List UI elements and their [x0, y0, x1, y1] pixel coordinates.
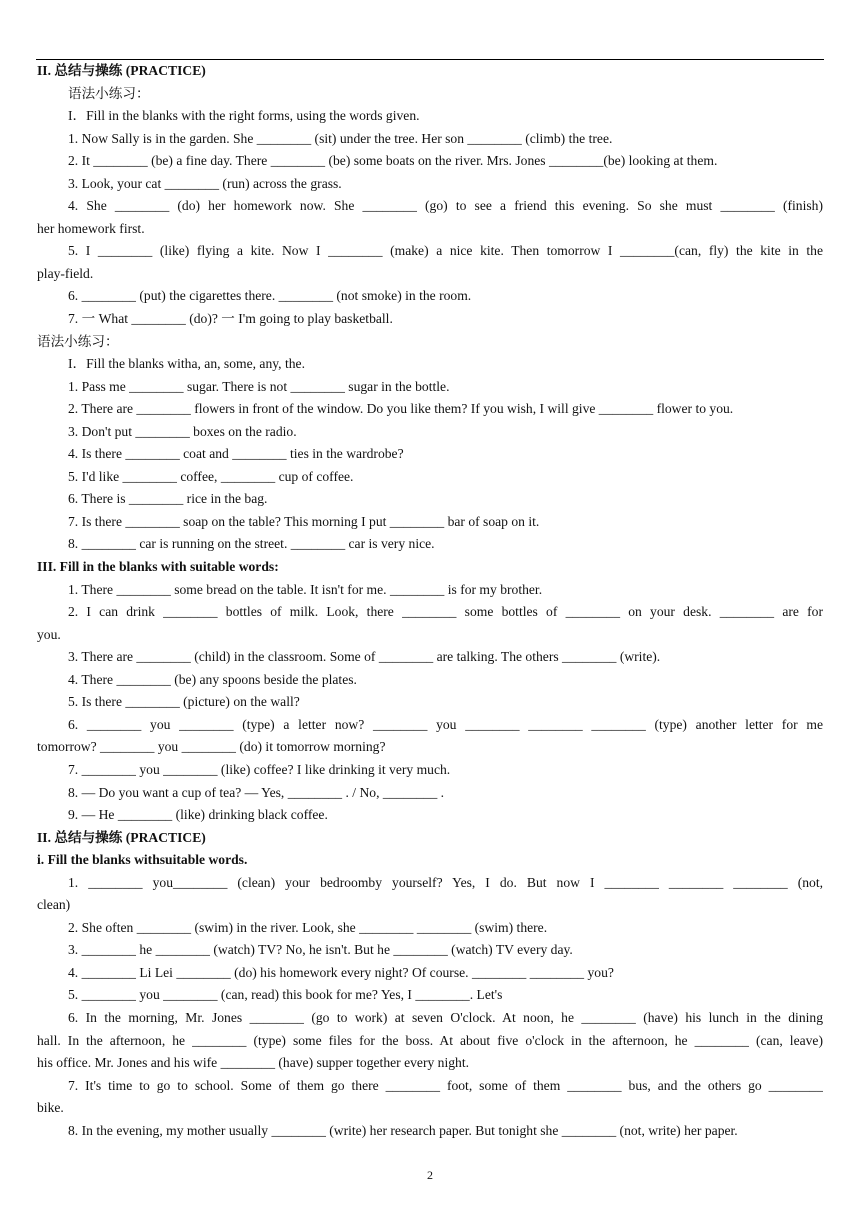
text-line: 1. Pass me ________ sugar. There is not ________ sugar in the bottle.	[68, 378, 450, 394]
text-line: 3. ________ he ________ (watch) TV? No, he isn't. But he ________ (watch) TV every day.	[68, 942, 573, 958]
text-line: I．Fill the blanks witha, an, some, any, the.	[68, 356, 305, 372]
text-line: 8. — Do you want a cup of tea? — Yes, ________ . / No, ________ .	[68, 784, 445, 800]
page-number: 2	[427, 1168, 433, 1182]
text-line: 4. There ________ (be) any spoons beside the plates.	[68, 671, 357, 687]
text-line: 3. Don't put ________ boxes on the radio.	[68, 423, 297, 439]
text-line: 4. ________ Li Lei ________ (do) his homework every night? Of course. ________ ________ you?	[68, 964, 614, 980]
text-line: 6. ________ you ________ (type) a letter now? ________ you ________ ________ ________ (type) another letter for me	[68, 716, 823, 732]
text-line: 1. Now Sally is in the garden. She ________ (sit) under the tree. Her son ________ (climb) the tree.	[68, 130, 613, 146]
text-line: her homework first.	[37, 220, 145, 236]
text-line: 7. ________ you ________ (like) coffee? I like drinking it very much.	[68, 761, 451, 777]
section-heading: II. 总结与操练 (PRACTICE)	[37, 63, 206, 78]
text-line: 4. She ________ (do) her homework now. She ________ (go) to see a friend this evening. So she must ________ (finish)	[68, 198, 823, 214]
text-line: 7. 一 What ________ (do)? 一 I'm going to play basketball.	[68, 311, 393, 327]
text-line: 6. There is ________ rice in the bag.	[68, 491, 268, 507]
text-line: 6. ________ (put) the cigarettes there. ________ (not smoke) in the room.	[68, 288, 472, 304]
text-line: hall. In the afternoon, he ________ (type) some files for the boss. At about five o'clock in the afternoon, he ________ (can, leave)	[37, 1032, 823, 1048]
text-line: 7. Is there ________ soap on the table? This morning I put ________ bar of soap on it.	[68, 513, 540, 529]
text-line: 8. In the evening, my mother usually ________ (write) her research paper. But tonight she ________ (not, write) her paper.	[68, 1122, 738, 1138]
text-line: 5. I'd like ________ coffee, ________ cup of coffee.	[68, 468, 354, 484]
text-line: play-field.	[37, 265, 94, 281]
section-heading: II. 总结与操练 (PRACTICE)	[37, 829, 206, 845]
text-line: 4. Is there ________ coat and ________ ties in the wardrobe?	[68, 446, 404, 462]
text-line: 语法小练习：	[68, 85, 150, 101]
text-line: 6. In the morning, Mr. Jones ________ (go to work) at seven O'clock. At noon, he ________ (have) his lunch in the dining	[68, 1009, 823, 1025]
text-line: 2. There are ________ flowers in front of the window. Do you like them? If you wish, I will give ________ flower to you.	[68, 401, 734, 417]
text-line: 1. There ________ some bread on the table. It isn't for me. ________ is for my brother.	[68, 581, 543, 597]
text-line: you.	[37, 626, 61, 642]
text-line: 2. She often ________ (swim) in the river. Look, she ________ ________ (swim) there.	[68, 919, 548, 935]
text-line: 8. ________ car is running on the street. ________ car is very nice.	[68, 536, 435, 552]
text-line: clean)	[37, 897, 71, 913]
document-body	[37, 60, 823, 1142]
text-line: I．Fill in the blanks with the right forms, using the words given.	[68, 108, 420, 124]
text-line: 3. There are ________ (child) in the classroom. Some of ________ are talking. The others ________ (write).	[68, 649, 661, 665]
text-line: 1. ________ you________ (clean) your bedroomby yourself? Yes, I do. But now I ________ ________ ________ (not,	[68, 874, 823, 890]
text-line: 5. ________ you ________ (can, read) this book for me? Yes, I ________. Let's	[68, 987, 503, 1003]
text-line: 2. It ________ (be) a fine day. There ________ (be) some boats on the river. Mrs. Jones ________(be) looking at them.	[68, 153, 718, 169]
text-line: bike.	[37, 1100, 64, 1116]
text-line: 3. Look, your cat ________ (run) across the grass.	[68, 175, 342, 191]
section-heading: III. Fill in the blanks with suitable words:	[37, 559, 279, 575]
text-line: 9. — He ________ (like) drinking black coffee.	[68, 807, 328, 823]
text-line: 5. Is there ________ (picture) on the wall?	[68, 694, 300, 710]
text-line: his office. Mr. Jones and his wife ________ (have) supper together every night.	[37, 1055, 470, 1071]
text-line: tomorrow? ________ you ________ (do) it tomorrow morning?	[37, 739, 386, 755]
section-heading: i. Fill the blanks withsuitable words.	[37, 852, 248, 868]
text-line: 2. I can drink ________ bottles of milk. Look, there ________ some bottles of ________ on your desk. ________ are for	[68, 604, 823, 620]
text-line: 语法小练习：	[37, 333, 119, 349]
text-line: 7. It's time to go to school. Some of them go there ________ foot, some of them ________ bus, and the others go ________	[68, 1077, 823, 1093]
text-line: 5. I ________ (like) flying a kite. Now I ________ (make) a nice kite. Then tomorrow I ________(can, fly) the kite in the	[68, 243, 823, 259]
